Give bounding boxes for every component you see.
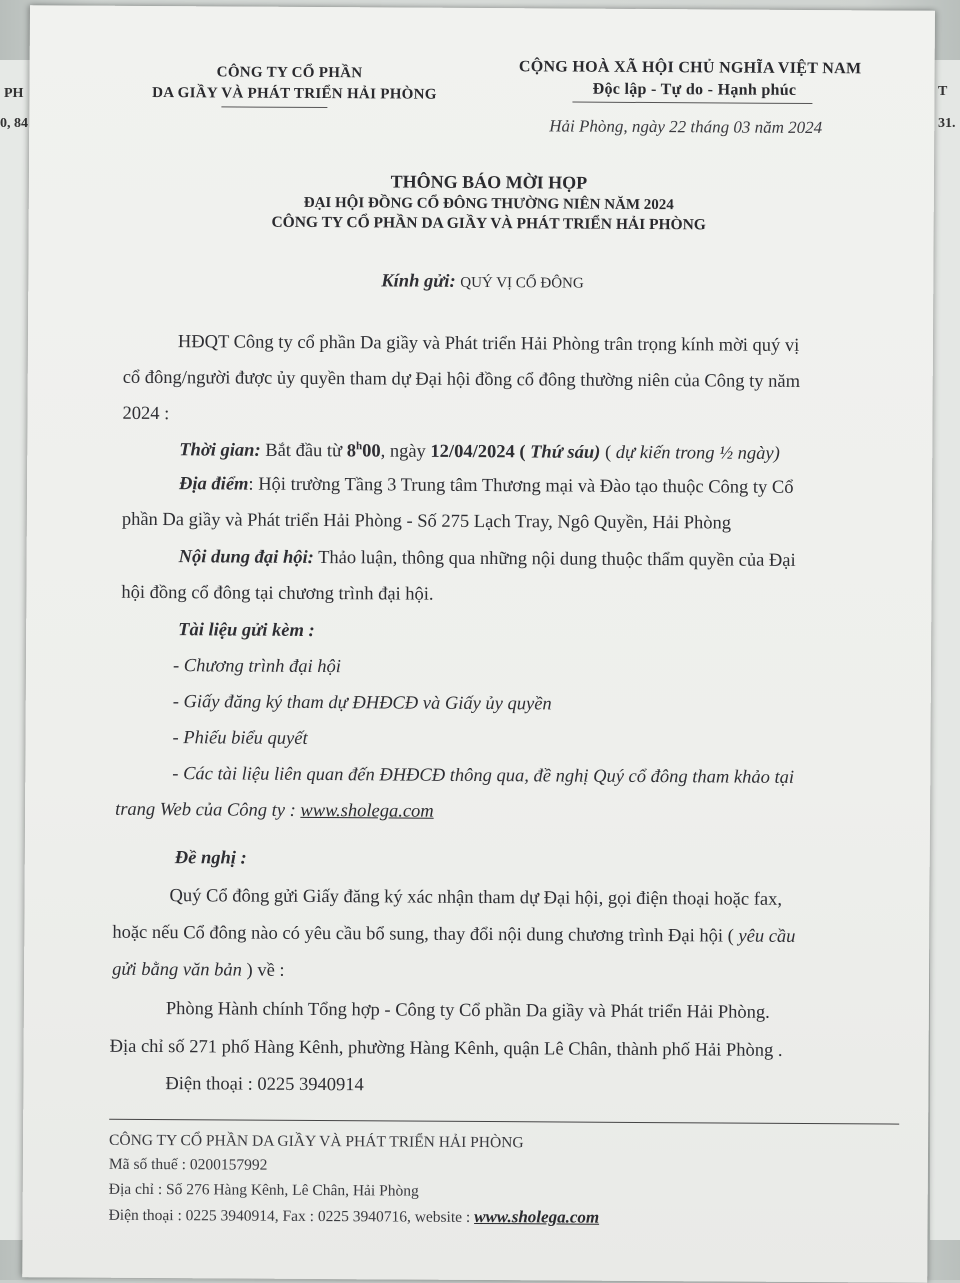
agenda-label: Nội dung đại hội: bbox=[178, 547, 314, 568]
greeting-label: Kính gửi: bbox=[381, 271, 456, 292]
request-line-3-italic: gửi bằng văn bản bbox=[112, 959, 243, 981]
time-minute: 00 bbox=[362, 441, 381, 462]
edge-text-right-1: T bbox=[938, 84, 948, 99]
attachments-label: Tài liệu gửi kèm : bbox=[178, 620, 315, 641]
meeting-title: ĐẠI HỘI ĐỒNG CỔ ĐÔNG THƯỜNG NIÊN NĂM 2024 bbox=[303, 194, 674, 214]
nation-name: CỘNG HOÀ XÃ HỘI CHỦ NGHĨA VIỆT NAM bbox=[518, 58, 862, 78]
venue-line-2: phần Da giầy và Phát triển Hải Phòng - Số 275 Lạch Tray, Ngô Quyền, Hải Phòng bbox=[121, 509, 732, 534]
company-title: CÔNG TY CỔ PHẦN DA GIẦY VÀ PHÁT TRIỂN HẢI PHÒNG bbox=[271, 213, 706, 234]
time-hour: 8 bbox=[346, 441, 357, 462]
greeting-recipient: QUÝ VỊ CỔ ĐÔNG bbox=[460, 274, 584, 292]
venue-line-1 bbox=[179, 474, 794, 499]
agenda-line-2: hội đồng cổ đông tại chương trình đại hội. bbox=[121, 582, 434, 605]
venue-text-1: : Hội trường Tầng 3 Trung tâm Thương mại và Đào tạo thuộc Công ty Cổ bbox=[248, 474, 794, 498]
attachment-web-line bbox=[115, 800, 434, 823]
place-and-date: Hải Phòng, ngày 22 tháng 03 năm 2024 bbox=[549, 116, 823, 138]
meeting-weekday: Thứ sáu) bbox=[530, 442, 601, 463]
time-prefix: Bắt đầu từ bbox=[265, 440, 347, 462]
attachment-item-1: - Chương trình đại hội bbox=[172, 656, 342, 678]
notice-title: THÔNG BÁO MỜI HỌP bbox=[390, 171, 588, 193]
attachment-item-3: - Phiếu biểu quyết bbox=[172, 728, 308, 749]
edge-text-left-1: PH bbox=[4, 86, 24, 101]
time-label: Thời gian: bbox=[179, 440, 261, 461]
meeting-duration: dự kiến trong ½ ngày) bbox=[615, 442, 780, 464]
company-name-line2: DA GIẦY VÀ PHÁT TRIỂN HẢI PHÒNG bbox=[152, 84, 437, 103]
time-line bbox=[179, 439, 780, 465]
greeting bbox=[381, 271, 584, 293]
meeting-date: 12/04/2024 bbox=[430, 441, 515, 463]
footer-website-link[interactable]: www.sholega.com bbox=[474, 1206, 600, 1227]
footer-tax-code: Mã số thuế : 0200157992 bbox=[108, 1155, 268, 1174]
document-page bbox=[22, 5, 935, 1283]
national-motto: Độc lập - Tự do - Hạnh phúc bbox=[592, 80, 797, 99]
contact-phone: Điện thoại : 0225 3940914 bbox=[165, 1074, 364, 1096]
footer-divider bbox=[109, 1119, 899, 1125]
contact-department: Phòng Hành chính Tổng hợp - Công ty Cổ phần Da giầy và Phát triển Hải Phòng. bbox=[165, 999, 770, 1023]
contact-address: Địa chỉ số 271 phố Hàng Kênh, phường Hàng Kênh, quận Lê Chân, thành phố Hải Phòng . bbox=[109, 1036, 783, 1061]
agenda-text-1: Thảo luận, thông qua những nội dung thuộc thẩm quyền của Đại bbox=[313, 547, 796, 571]
underlying-sheet-right bbox=[930, 60, 960, 1240]
motto-underline bbox=[572, 102, 812, 104]
time-open-2: ( bbox=[600, 442, 616, 463]
agenda-line-1 bbox=[179, 547, 796, 572]
request-label: Đề nghị : bbox=[174, 848, 247, 869]
intro-line-1: HĐQT Công ty cổ phần Da giầy và Phát triển Hải Phòng trân trọng kính mời quý vị bbox=[177, 332, 800, 356]
time-mid: , ngày bbox=[380, 441, 431, 462]
request-line-2-text: hoặc nếu Cổ đông nào có yêu cầu bổ sung, thay đổi nội dung chương trình Đại hội ( bbox=[112, 922, 739, 947]
request-line-1: Quý Cổ đông gửi Giấy đăng ký xác nhận tham dự Đại hội, gọi điện thoại hoặc fax, bbox=[169, 886, 783, 910]
attachment-item-4: - Các tài liệu liên quan đến ĐHĐCĐ thông qua, đề nghị Quý cổ đông tham khảo tại bbox=[172, 764, 795, 788]
request-line-3 bbox=[112, 960, 285, 982]
venue-label: Địa điểm bbox=[179, 474, 249, 495]
intro-line-3: 2024 : bbox=[122, 403, 170, 425]
edge-text-left-2: 0, 84 bbox=[0, 116, 28, 131]
footer-contact-text: Điện thoại : 0225 3940914, Fax : 0225 3940716, website : bbox=[108, 1206, 475, 1226]
footer-company: CÔNG TY CỔ PHẦN DA GIẦY VÀ PHÁT TRIỂN HẢI PHÒNG bbox=[109, 1131, 524, 1152]
footer-address: Địa chỉ : Số 276 Hàng Kênh, Lê Chân, Hải Phòng bbox=[108, 1180, 419, 1200]
edge-text-right-2: 31. bbox=[938, 116, 956, 131]
company-underline bbox=[221, 106, 327, 108]
time-hour-sup: h bbox=[355, 440, 363, 453]
company-name-line1: CÔNG TY CỔ PHẦN bbox=[216, 64, 363, 82]
company-website-link[interactable]: www.sholega.com bbox=[300, 800, 434, 822]
intro-line-2: cổ đông/người được ủy quyền tham dự Đại hội đồng cổ đông thường niên của Công ty năm bbox=[122, 367, 801, 392]
request-line-2-italic: yêu cầu bbox=[738, 926, 796, 947]
footer-contact bbox=[109, 1205, 600, 1228]
request-line-2 bbox=[112, 923, 795, 948]
attachment-item-2: - Giấy đăng ký tham dự ĐHĐCĐ và Giấy ủy quyền bbox=[172, 692, 552, 715]
request-line-3-text: ) về : bbox=[241, 960, 285, 981]
time-open: ( bbox=[514, 442, 531, 463]
web-prefix: trang Web của Công ty : bbox=[115, 799, 301, 821]
